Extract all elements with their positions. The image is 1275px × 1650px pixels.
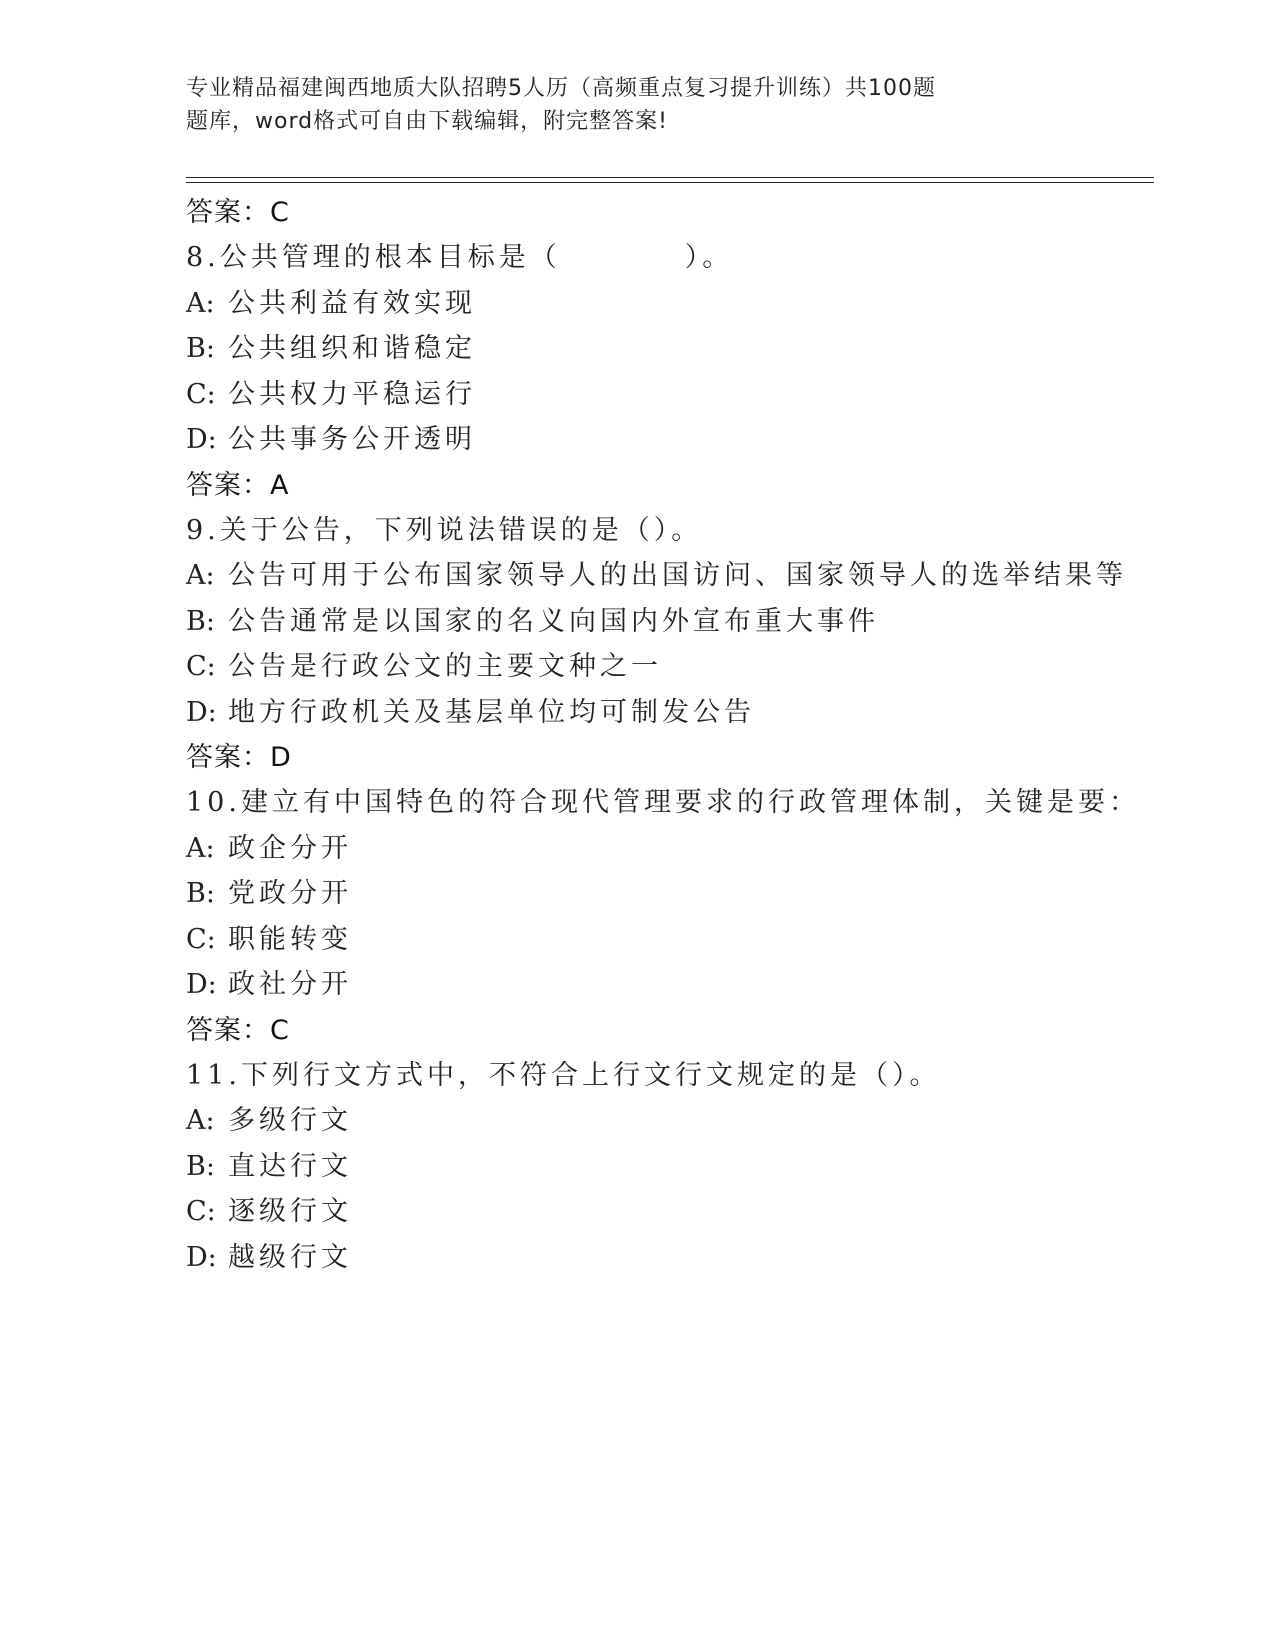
option-text: 公告是行政公文的主要文种之一 xyxy=(228,651,662,682)
option-text: 公共利益有效实现 xyxy=(228,287,476,319)
option-letter: C: xyxy=(186,1196,216,1227)
option-d xyxy=(186,690,1146,736)
option-a xyxy=(186,553,1146,599)
question-text: 8.公共管理的根本目标是（ ）。 xyxy=(186,242,734,273)
question-text: 9.关于公告，下列说法错误的是（）。 xyxy=(186,514,703,546)
option-text: 政企分开 xyxy=(228,832,352,864)
option-letter: B: xyxy=(186,333,215,364)
question-list xyxy=(186,190,1146,1280)
option-letter: A: xyxy=(186,560,215,591)
option-text: 越级行文 xyxy=(228,1241,352,1273)
answer-label: 答案：D xyxy=(186,742,292,773)
option-text: 逐级行文 xyxy=(228,1196,352,1227)
option-d xyxy=(186,962,1146,1008)
option-c xyxy=(186,372,1146,418)
option-letter: A: xyxy=(186,832,215,864)
option-text: 直达行文 xyxy=(228,1150,352,1182)
option-letter: D: xyxy=(186,969,217,1000)
option-letter: A: xyxy=(186,1105,215,1136)
answer-label: 答案：A xyxy=(186,469,290,501)
option-text: 公告可用于公布国家领导人的出国访问、国家领导人的选举结果等 xyxy=(228,560,1127,591)
option-text: 公共组织和谐稳定 xyxy=(228,333,476,364)
option-text: 公告通常是以国家的名义向国内外宣布重大事件 xyxy=(228,605,879,637)
option-letter: D: xyxy=(186,696,217,728)
option-letter: D: xyxy=(186,1241,217,1273)
option-a xyxy=(186,1098,1146,1144)
option-c xyxy=(186,1189,1146,1235)
question-text: 10.建立有中国特色的符合现代管理要求的行政管理体制，关键是要： xyxy=(186,787,1140,818)
option-d xyxy=(186,417,1146,463)
option-letter: B: xyxy=(186,1150,215,1182)
option-a xyxy=(186,826,1146,872)
option-text: 多级行文 xyxy=(228,1105,352,1136)
document-header xyxy=(186,72,1016,138)
option-b xyxy=(186,871,1146,917)
option-text: 公共事务公开透明 xyxy=(228,424,476,455)
header-line-1: 专业精品福建闽西地质大队招聘5人历（高频重点复习提升训练）共100题 xyxy=(186,76,936,101)
header-divider-top xyxy=(186,177,1154,178)
option-b xyxy=(186,599,1146,645)
option-letter: C: xyxy=(186,378,216,410)
option-c xyxy=(186,644,1146,690)
option-letter: C: xyxy=(186,651,216,682)
question-10 xyxy=(186,780,1146,1053)
option-d xyxy=(186,1235,1146,1281)
option-c xyxy=(186,917,1146,963)
answer-label: 答案：C xyxy=(186,1014,290,1046)
option-letter: D: xyxy=(186,424,217,455)
option-letter: C: xyxy=(186,923,216,955)
question-9 xyxy=(186,508,1146,781)
option-text: 职能转变 xyxy=(228,923,352,955)
answer-block xyxy=(186,190,1146,235)
question-text: 11.下列行文方式中，不符合上行文行文规定的是（）。 xyxy=(186,1059,941,1091)
option-letter: B: xyxy=(186,605,215,637)
option-letter: B: xyxy=(186,878,215,909)
header-divider-bottom xyxy=(186,182,1154,183)
option-letter: A: xyxy=(186,287,215,319)
question-8 xyxy=(186,235,1146,508)
header-line-2: 题库，word格式可自由下载编辑，附完整答案! xyxy=(186,109,668,134)
option-text: 党政分开 xyxy=(228,878,352,909)
question-11 xyxy=(186,1053,1146,1281)
answer-label: 答案：C xyxy=(186,197,290,228)
option-b xyxy=(186,326,1146,372)
option-text: 政社分开 xyxy=(228,969,352,1000)
option-text: 公共权力平稳运行 xyxy=(228,378,476,410)
option-text: 地方行政机关及基层单位均可制发公告 xyxy=(228,696,755,728)
option-b xyxy=(186,1144,1146,1190)
option-a xyxy=(186,281,1146,327)
